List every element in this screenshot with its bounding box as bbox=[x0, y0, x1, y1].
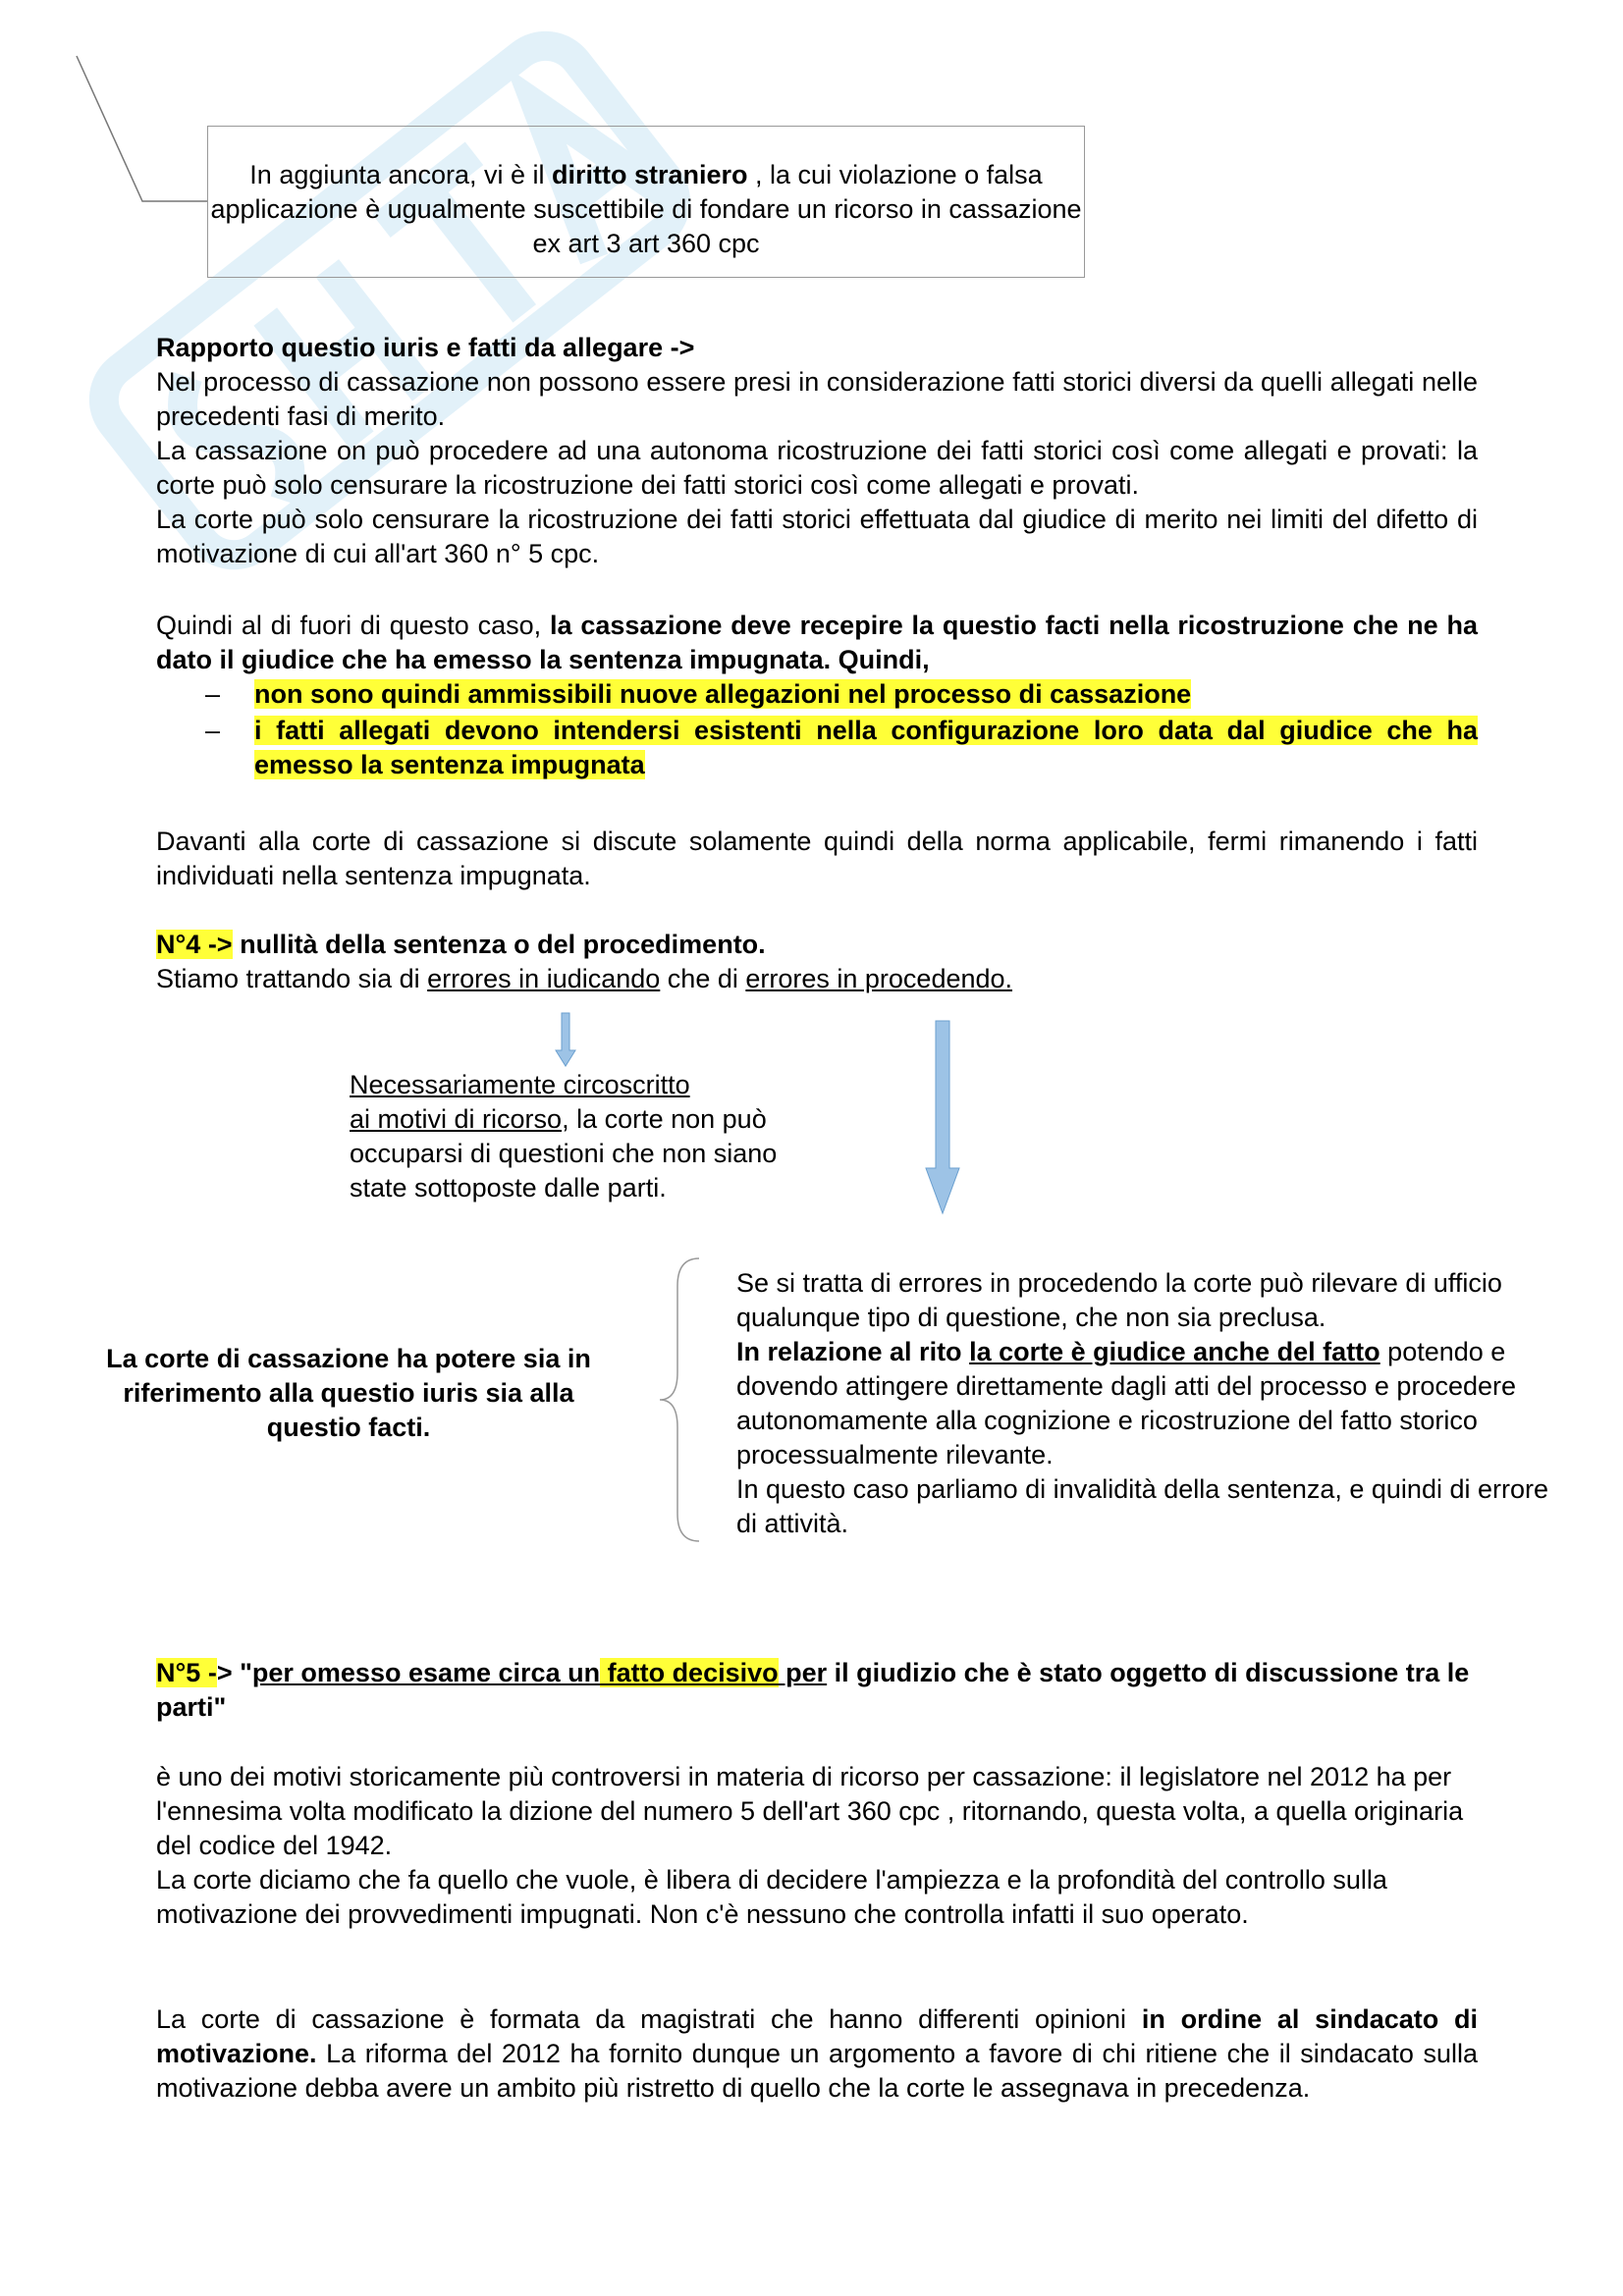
intro-plain: Quindi al di fuori di questo caso, bbox=[156, 611, 551, 640]
section-n5-heading bbox=[156, 1656, 1478, 1725]
heading-text: > " bbox=[216, 1658, 252, 1687]
note-bold-underlined: la corte è giudice anche del fatto bbox=[969, 1337, 1380, 1366]
note-underlined: ai motivi di ricorso bbox=[350, 1104, 563, 1134]
arrow-down-small-icon bbox=[555, 1013, 576, 1068]
section-heading: nullità della sentenza o del procedimento. bbox=[232, 930, 766, 959]
text: che di bbox=[660, 964, 746, 993]
heading-highlight: fatto decisivo bbox=[600, 1658, 779, 1687]
bullet-text: non sono quindi ammissibili nuove allegazioni nel processo di cassazione bbox=[254, 679, 1192, 709]
intro-bold: la cassazione deve recepire la questio facti nella ricostruzione che ne ha dato il giudice che ha emesso la sentenza impugnata. Quindi, bbox=[156, 611, 1478, 674]
note-text: Se si tratta di errores in procedendo la corte può rilevare di ufficio qualunque tipo di questione, che non sia preclusa. bbox=[736, 1268, 1502, 1332]
note-procedendo bbox=[736, 1266, 1551, 1541]
list-item bbox=[156, 714, 1478, 782]
section-number-label: N°5 - bbox=[156, 1658, 217, 1687]
paragraph: Davanti alla corte di cassazione si discute solamente quindi della norma applicabile, fermi rimanendo i fatti individuati nella sentenza impugnata. bbox=[156, 827, 1478, 890]
note-questio: La corte di cassazione ha potere sia in riferimento alla questio iuris sia alla questio facti. bbox=[106, 1344, 591, 1442]
heading-text: il giudizio che è stato oggetto di discussione tra le parti" bbox=[156, 1658, 1470, 1722]
text: La riforma del 2012 ha fornito dunque un argomento a favore di chi ritiene che il sindacato sulla motivazione debba avere un ambito più ristretto di quello che la corte le assegnava in precedenza. bbox=[156, 2039, 1478, 2103]
term-errores-procedendo: errores in procedendo. bbox=[745, 964, 1013, 993]
bullet-dash-icon: – bbox=[205, 716, 221, 745]
note-bold: In relazione al rito bbox=[736, 1337, 970, 1366]
section-n4 bbox=[156, 928, 1478, 996]
bullet-list bbox=[156, 677, 1478, 782]
heading-underlined: per omesso esame circa un bbox=[251, 1658, 601, 1687]
note-text: potendo e dovendo attingere direttamente dagli atti del processo e procedere autonomamente alla cognizione e ricostruzione del fatto storico processualmente rilevante. bbox=[736, 1337, 1517, 1469]
section-heading: Rapporto questio iuris e fatti da allegare -> bbox=[156, 333, 695, 362]
arrow-down-large-icon bbox=[925, 1021, 960, 1215]
heading-underlined: per bbox=[778, 1658, 828, 1687]
text: La corte di cassazione è formata da magistrati che hanno differenti opinioni bbox=[156, 2004, 1142, 2034]
paragraph bbox=[156, 2002, 1478, 2106]
callout-text-post: , la cui violazione o falsa applicazione è ugualmente suscettibile di fondare un ricorso in cassazione ex art 3 art 360 cpc bbox=[210, 160, 1082, 258]
callout-text-bold: diritto straniero bbox=[552, 160, 748, 189]
note-ricorso bbox=[350, 1068, 786, 1205]
list-item bbox=[156, 677, 1478, 712]
section-n5-body bbox=[156, 1760, 1478, 1932]
paragraph: è uno dei motivi storicamente più controversi in materia di ricorso per cassazione: il legislatore nel 2012 ha per l'ennesima volta modificato la dizione del numero 5 dell'art 360 cpc , ritornando, questa volta, a quella originaria del codice del 1942. bbox=[156, 1762, 1464, 1860]
curly-brace-icon bbox=[656, 1256, 705, 1551]
section-number-label: N°4 -> bbox=[156, 930, 233, 959]
callout-box bbox=[207, 126, 1085, 278]
paragraph: La corte può solo censurare la ricostruzione dei fatti storici effettuata dal giudice di merito nei limiti del difetto di motivazione di cui all'art 360 n° 5 cpc. bbox=[156, 505, 1478, 568]
callout-pointer bbox=[69, 54, 216, 211]
paragraph: La corte diciamo che fa quello che vuole, è libera di decidere l'ampiezza e la profondità del controllo sulla motivazione dei provvedimenti impugnati. Non c'è nessuno che controlla infatti il suo operato. bbox=[156, 1865, 1387, 1929]
section-questio-iuris bbox=[156, 331, 1478, 571]
paragraph: Nel processo di cassazione non possono essere presi in considerazione fatti storici diversi da quelli allegati nelle precedenti fasi di merito. bbox=[156, 367, 1478, 431]
callout-text-pre: In aggiunta ancora, vi è il bbox=[249, 160, 552, 189]
term-errores-iudicando: errores in iudicando bbox=[427, 964, 661, 993]
note-underlined: Necessariamente circoscritto bbox=[350, 1070, 690, 1099]
section-questio-facti bbox=[156, 609, 1478, 677]
note-text: In questo caso parliamo di invalidità della sentenza, e quindi di errore di attività. bbox=[736, 1474, 1548, 1538]
text: Stiamo trattando sia di bbox=[156, 964, 428, 993]
bullet-dash-icon: – bbox=[205, 679, 221, 709]
bullet-text: i fatti allegati devono intendersi esistenti nella configurazione loro data dal giudice che ha emesso la sentenza impugnata bbox=[254, 716, 1478, 779]
paragraph: La cassazione on può procedere ad una autonoma ricostruzione dei fatti storici così come allegati e provati: la corte può solo censurare la ricostruzione dei fatti storici così come allegati e provati. bbox=[156, 436, 1478, 500]
text-bold: in ordine al sindacato di motivazione. bbox=[156, 2004, 1478, 2068]
note-text: , la corte non può occuparsi di questioni che non siano state sottoposte dalle parti. bbox=[350, 1104, 778, 1202]
